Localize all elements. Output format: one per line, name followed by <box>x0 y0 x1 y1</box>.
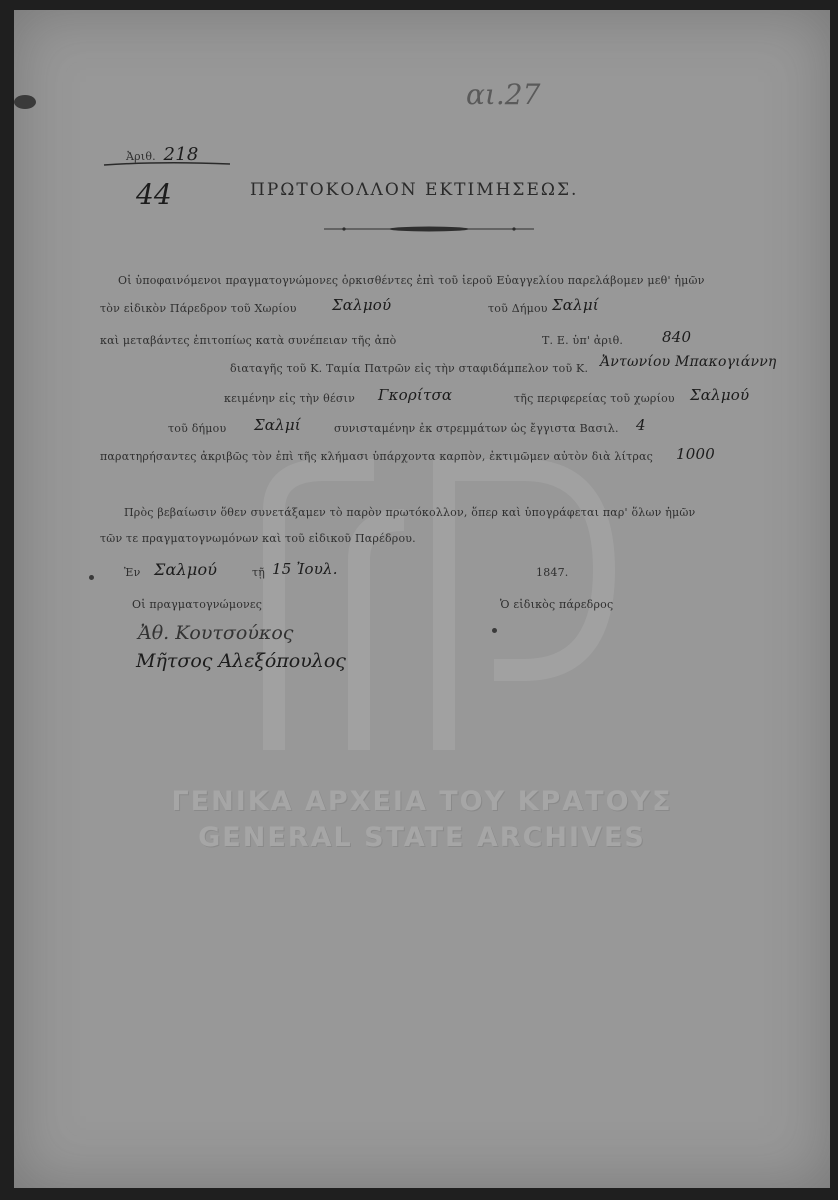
litres-handwritten: 1000 <box>676 445 715 463</box>
number-value: 218 <box>163 144 199 165</box>
location-name-handwritten: Γκορίτσα <box>378 386 453 404</box>
body-line-2-text-b: τοῦ Δήμου <box>488 302 548 315</box>
body-line-6 <box>168 416 728 435</box>
document-title: ΠΡΩΤΟΚΟΛΛΟΝ ΕΚΤΙΜΗΣΕΩΣ. <box>250 180 579 200</box>
body-line-5 <box>224 386 814 405</box>
body-line-7-text-a: παρατηρήσαντες ἀκριβῶς τὸν ἐπὶ τῆς κλήμασι ὑπάρχοντα καρπὸν, ἐκτιμῶμεν αὐτὸν διὰ λίτρας <box>100 450 654 463</box>
archive-watermark-greek: ΓΕΝΙΚΑ ΑΡΧΕΙΑ ΤΟΥ ΚΡΑΤΟΥΣ <box>171 786 673 817</box>
body-line-3 <box>100 328 720 347</box>
place-handwritten: Σαλμού <box>154 560 218 579</box>
para2-line-1: Πρὸς βεβαίωσιν ὅθεν συνετάξαμεν τὸ παρὸν πρωτόκολλον, ὅπερ καὶ ὑπογράφεται παρ' ὅλων ἡμῶν <box>124 506 696 519</box>
handwritten-number: 44 <box>136 178 172 211</box>
document-page <box>14 10 830 1188</box>
date-line <box>124 560 684 579</box>
paredros-label: Ὁ εἰδικὸς πάρεδρος <box>500 598 614 611</box>
body-line-2-text-a: τὸν εἰδικὸν Πάρεδρον τοῦ Χωρίου <box>100 302 297 315</box>
archive-watermark-english: GENERAL STATE ARCHIVES <box>198 822 646 853</box>
date-handwritten: 15 Ἰουλ. <box>272 560 338 578</box>
body-line-6-text-a: τοῦ δήμου <box>168 422 227 435</box>
title-ornament <box>324 222 534 236</box>
village-name-handwritten: Σαλμού <box>332 296 392 314</box>
body-line-4-text-a: διαταγῆς τοῦ Κ. Ταμία Πατρῶν εἰς τὴν σταφιδάμπελον τοῦ Κ. <box>230 362 589 375</box>
village-name-2-handwritten: Σαλμού <box>690 386 750 404</box>
municipality-name-2-handwritten: Σαλμί <box>254 416 301 434</box>
order-number-handwritten: 840 <box>662 328 692 346</box>
body-line-4 <box>230 354 820 375</box>
ink-speck <box>89 575 94 580</box>
body-line-6-text-b: συνισταμένην ἐκ στρεμμάτων ὡς ἔγγιστα Βασιλ. <box>334 422 619 435</box>
number-prefix: Ἀριθ. <box>126 150 156 163</box>
experts-label: Οἱ πραγματογνώμονες <box>132 598 263 611</box>
signature-2: Μῆτσος Αλεξόπουλος <box>136 650 346 672</box>
top-annotation: αι.27 <box>466 78 541 111</box>
municipality-name-handwritten: Σαλμί <box>552 296 599 314</box>
stremmata-handwritten: 4 <box>636 416 646 434</box>
body-line-3-text-b: Τ. Ε. ὑπ' ἀριθ. <box>542 334 624 347</box>
body-line-2 <box>100 296 720 315</box>
body-line-5-text-a: κειμένην εἰς τὴν θέσιν <box>224 392 355 405</box>
number-underline <box>102 160 232 168</box>
ink-stain <box>14 95 36 109</box>
date-en: Ἐν <box>124 566 141 579</box>
para2-line-2: τῶν τε πραγματογνωμόνων καὶ τοῦ εἰδικοῦ Παρέδρου. <box>100 532 416 545</box>
body-line-1: Οἱ ὑποφαινόμενοι πραγματογνώμονες ὁρκισθέντες ἐπὶ τοῦ ἱεροῦ Εὐαγγελίου παρελάβομεν μεθ' ἡμῶν <box>118 274 705 287</box>
ink-speck <box>492 628 497 633</box>
signature-1: Ἀθ. Κουτσούκος <box>138 622 294 644</box>
body-line-7 <box>100 445 740 463</box>
date-te: τῇ <box>252 566 266 579</box>
owner-name-handwritten: Ἀντωνίου Μπακογιάννη <box>600 354 777 370</box>
body-line-3-text-a: καὶ μεταβάντες ἐπιτοπίως κατὰ συνέπειαν τῆς ἀπὸ <box>100 334 397 347</box>
date-year: 1847. <box>536 566 569 579</box>
body-line-5-text-b: τῆς περιφερείας τοῦ χωρίου <box>514 392 675 405</box>
